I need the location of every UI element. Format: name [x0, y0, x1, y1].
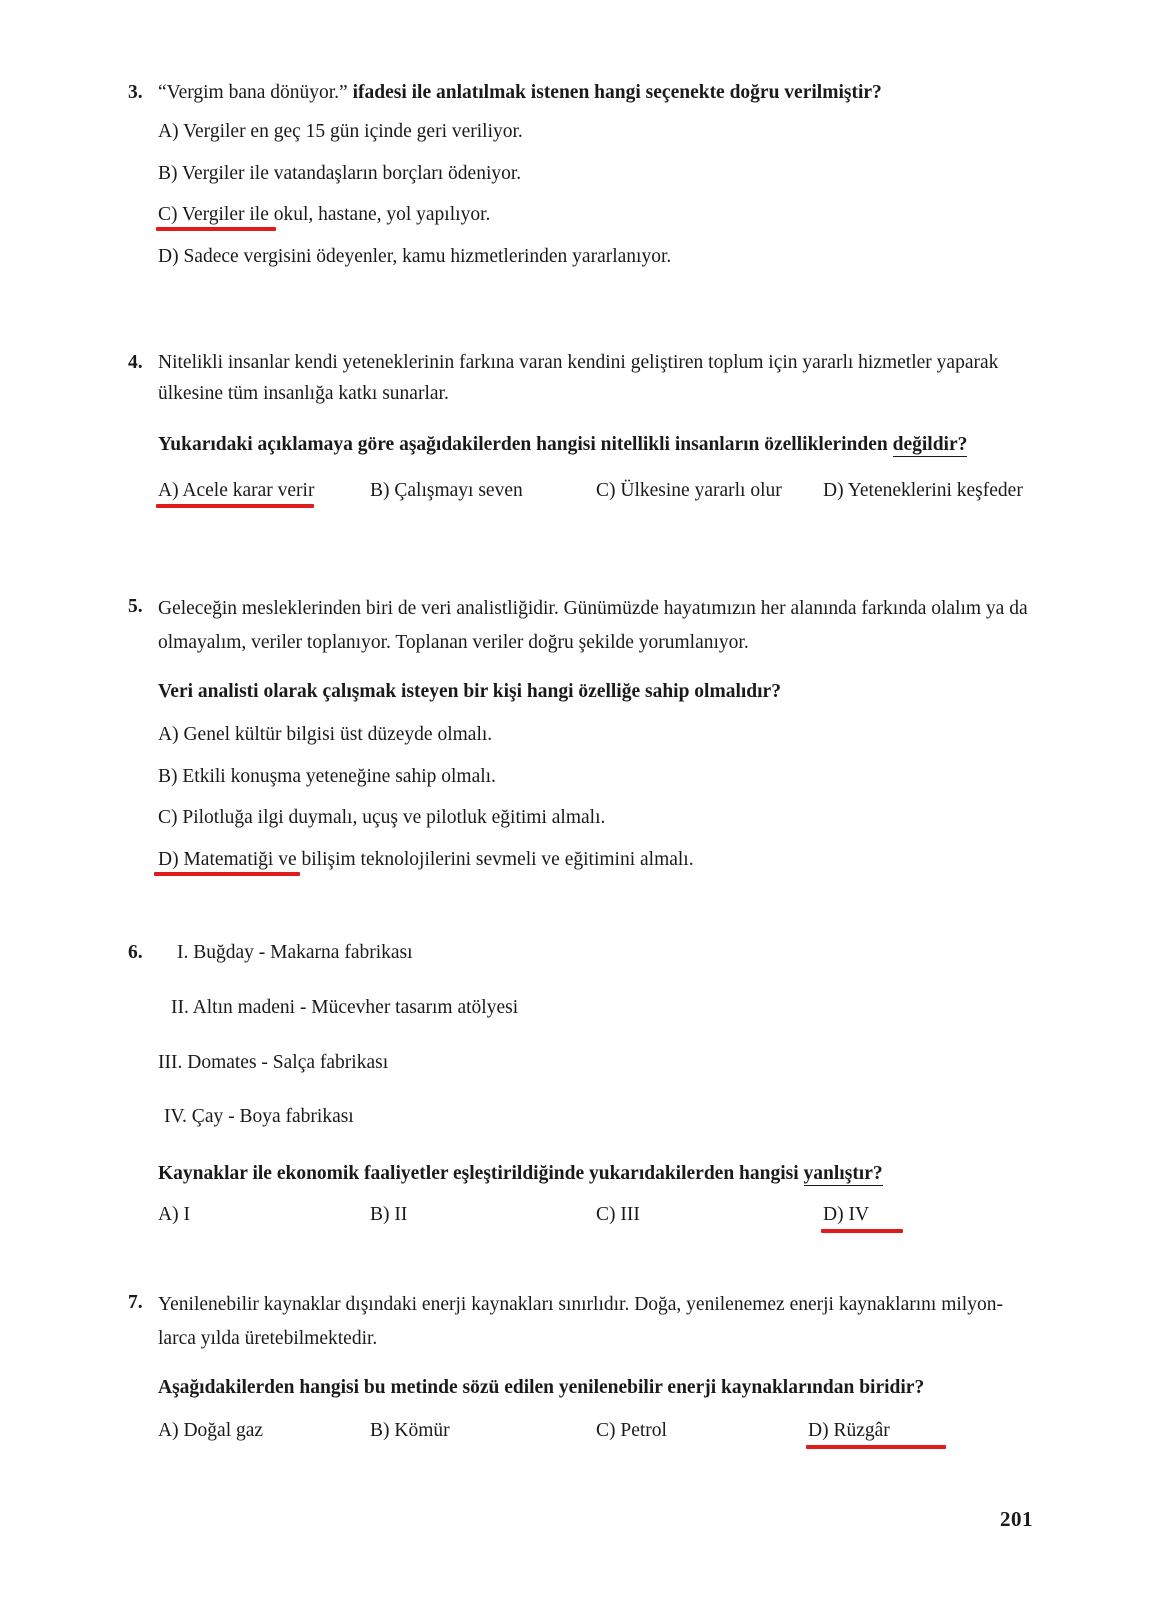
question-5-header — [128, 592, 1033, 876]
question-3-options — [158, 117, 1033, 273]
question-5-number: 5. — [128, 596, 143, 617]
question-4-stem: Nitelikli insanlar kendi yeteneklerinin farkına varan kendini geliştiren toplum için yararlı hizmetler yaparak ülkesine tüm insanlığa katkı sunarlar. — [158, 352, 999, 404]
question-5-options — [158, 720, 1033, 876]
question-4-option-b[interactable] — [370, 476, 523, 505]
question-4-prompt — [158, 430, 1033, 461]
question-7-stem-line-1: Yenilenebilir kaynaklar dışındaki enerji kaynakları sınırlıdır. Doğa, yenilenemez enerji kaynaklarını milyon- — [158, 1294, 1003, 1315]
question-3-stem-plain: “Vergim bana dönüyor.” — [158, 82, 353, 103]
question-6-number: 6. — [128, 942, 143, 963]
option-label: D) — [158, 849, 179, 871]
option-label: B) — [370, 1203, 390, 1225]
question-4-prompt-emphasis: değildir? — [892, 433, 968, 455]
question-4-option-d[interactable] — [823, 476, 1023, 505]
question-7-prompt: Aşağıdakilerden hangisi bu metinde sözü edilen yenilenebilir enerji kaynaklarından biridir? — [158, 1377, 925, 1399]
question-5-option-d[interactable] — [158, 845, 1033, 876]
question-7-number: 7. — [128, 1292, 143, 1313]
question-3-option-d[interactable] — [158, 242, 1033, 273]
option-text: I — [183, 1203, 190, 1225]
red-underline-marker — [156, 504, 314, 508]
option-text: IV — [848, 1203, 870, 1225]
question-7-option-b[interactable] — [370, 1416, 450, 1445]
option-text: Vergiler en geç 15 gün içinde geri veriliyor. — [183, 120, 523, 142]
red-underline-marker — [806, 1445, 946, 1449]
question-5-stem: Geleceğin mesleklerinden biri de veri analistliğidir. Günümüzde hayatımızın her alanında farkında olalım ya da olmayalım, veriler toplanıyor. Toplanan veriler doğru şekilde yorumlanıyor. — [158, 598, 1028, 653]
question-4-options — [158, 476, 1033, 506]
question-5 — [128, 592, 1033, 876]
option-text: Yeteneklerini keşfeder — [847, 480, 1023, 502]
red-underline-marker — [156, 227, 276, 231]
option-label: D) — [823, 480, 844, 502]
option-text: Çalışmayı seven — [394, 480, 523, 502]
option-text: Vergiler ile vatandaşların borçları ödeniyor. — [182, 162, 522, 184]
question-4 — [128, 348, 1033, 506]
question-4-option-c[interactable] — [596, 476, 782, 505]
option-text: Genel kültür bilgisi üst düzeyde olmalı. — [183, 723, 493, 745]
question-5-option-b[interactable] — [158, 762, 1033, 793]
question-6-option-c[interactable] — [596, 1200, 640, 1229]
question-4-header — [128, 348, 1033, 506]
question-7-stem-line-2: larca yılda üretebilmektedir. — [158, 1327, 378, 1349]
red-underline-marker — [821, 1229, 903, 1233]
option-label: A) — [158, 1203, 179, 1225]
question-7-option-d[interactable] — [808, 1416, 890, 1445]
option-text: Rüzgâr — [833, 1419, 890, 1441]
option-text: Pilotluğa ilgi duymalı, uçuş ve pilotluk eğitimi almalı. — [182, 807, 606, 829]
option-text: Petrol — [620, 1419, 667, 1441]
question-3-option-c[interactable] — [158, 200, 1033, 231]
option-label: B) — [370, 1419, 390, 1441]
question-3-option-b[interactable] — [158, 159, 1033, 190]
option-text: Vergiler ile okul, hastane, yol yapılıyor. — [182, 204, 491, 226]
question-4-option-a[interactable] — [158, 476, 314, 505]
question-6-prompt-text: Kaynaklar ile ekonomik faaliyetler eşleştirildiğinde yukarıdakilerden hangisi — [158, 1163, 804, 1185]
roman-item-2: II. Altın madeni - Mücevher tasarım atölyesi — [171, 996, 519, 1018]
option-text: Doğal gaz — [183, 1419, 264, 1441]
option-text: Matematiği ve bilişim teknolojilerini sevmeli ve eğitimini almalı. — [183, 849, 694, 871]
question-6-header — [128, 938, 1033, 1230]
option-label: B) — [370, 480, 390, 502]
option-label: B) — [158, 162, 178, 184]
option-label: A) — [158, 120, 179, 142]
option-label: A) — [158, 1419, 179, 1441]
option-text: II — [394, 1203, 408, 1225]
option-text: Etkili konuşma yeteneğine sahip olmalı. — [182, 765, 496, 787]
question-7-option-a[interactable] — [158, 1416, 263, 1445]
question-6-option-d[interactable] — [823, 1200, 869, 1229]
question-7-options — [158, 1416, 1033, 1446]
question-5-prompt: Veri analisti olarak çalışmak isteyen bir kişi hangi özelliğe sahip olmalıdır? — [158, 681, 781, 703]
red-underline-marker — [154, 872, 300, 876]
question-4-number: 4. — [128, 352, 143, 373]
option-label: D) — [808, 1419, 829, 1441]
option-text: Kömür — [394, 1419, 450, 1441]
option-text: Ülkesine yararlı olur — [620, 480, 782, 502]
question-6-option-b[interactable] — [370, 1200, 407, 1229]
option-label: C) — [596, 1419, 616, 1441]
question-3-option-a[interactable] — [158, 117, 1033, 148]
roman-item-4: IV. Çay - Boya fabrikası — [164, 1106, 354, 1128]
option-label: D) — [158, 246, 179, 268]
roman-item-3: III. Domates - Salça fabrikası — [158, 1051, 389, 1073]
question-3-stem-bold: ifadesi ile anlatılmak istenen hangi seçenekte doğru verilmiştir? — [352, 82, 882, 103]
question-6-prompt-emphasis: yanlıştır? — [803, 1163, 883, 1185]
question-7 — [128, 1288, 1033, 1446]
question-4-prompt-text: Yukarıdaki açıklamaya göre aşağıdakilerden hangisi nitellikli insanların özelliklerinden — [158, 433, 893, 455]
option-text: Sadece vergisini ödeyenler, kamu hizmetlerinden yararlanıyor. — [183, 246, 672, 268]
question-6-prompt — [158, 1159, 1033, 1190]
option-label: B) — [158, 765, 178, 787]
question-6-option-a[interactable] — [158, 1200, 190, 1229]
option-label: C) — [596, 1203, 616, 1225]
option-label: C) — [158, 204, 178, 226]
option-label: C) — [596, 480, 616, 502]
question-5-option-a[interactable] — [158, 720, 1033, 751]
question-3-stem — [158, 78, 1033, 109]
question-3 — [128, 78, 1033, 273]
option-text: III — [620, 1203, 640, 1225]
roman-item-1: I. Buğday - Makarna fabrikası — [177, 942, 413, 963]
option-label: A) — [158, 723, 179, 745]
question-3-number: 3. — [128, 82, 143, 103]
question-3-header — [128, 78, 1033, 273]
question-6-roman-list — [158, 938, 1033, 1133]
question-5-option-c[interactable] — [158, 803, 1033, 834]
question-7-stem — [158, 1288, 1033, 1355]
question-6-options — [158, 1200, 1033, 1230]
question-6 — [128, 938, 1033, 1230]
option-text: Acele karar verir — [182, 480, 315, 502]
option-label: C) — [158, 807, 178, 829]
question-7-header — [128, 1288, 1033, 1446]
option-label: D) — [823, 1203, 844, 1225]
option-label: A) — [158, 480, 179, 502]
page-number: 201 — [1000, 1507, 1033, 1531]
question-7-option-c[interactable] — [596, 1416, 667, 1445]
